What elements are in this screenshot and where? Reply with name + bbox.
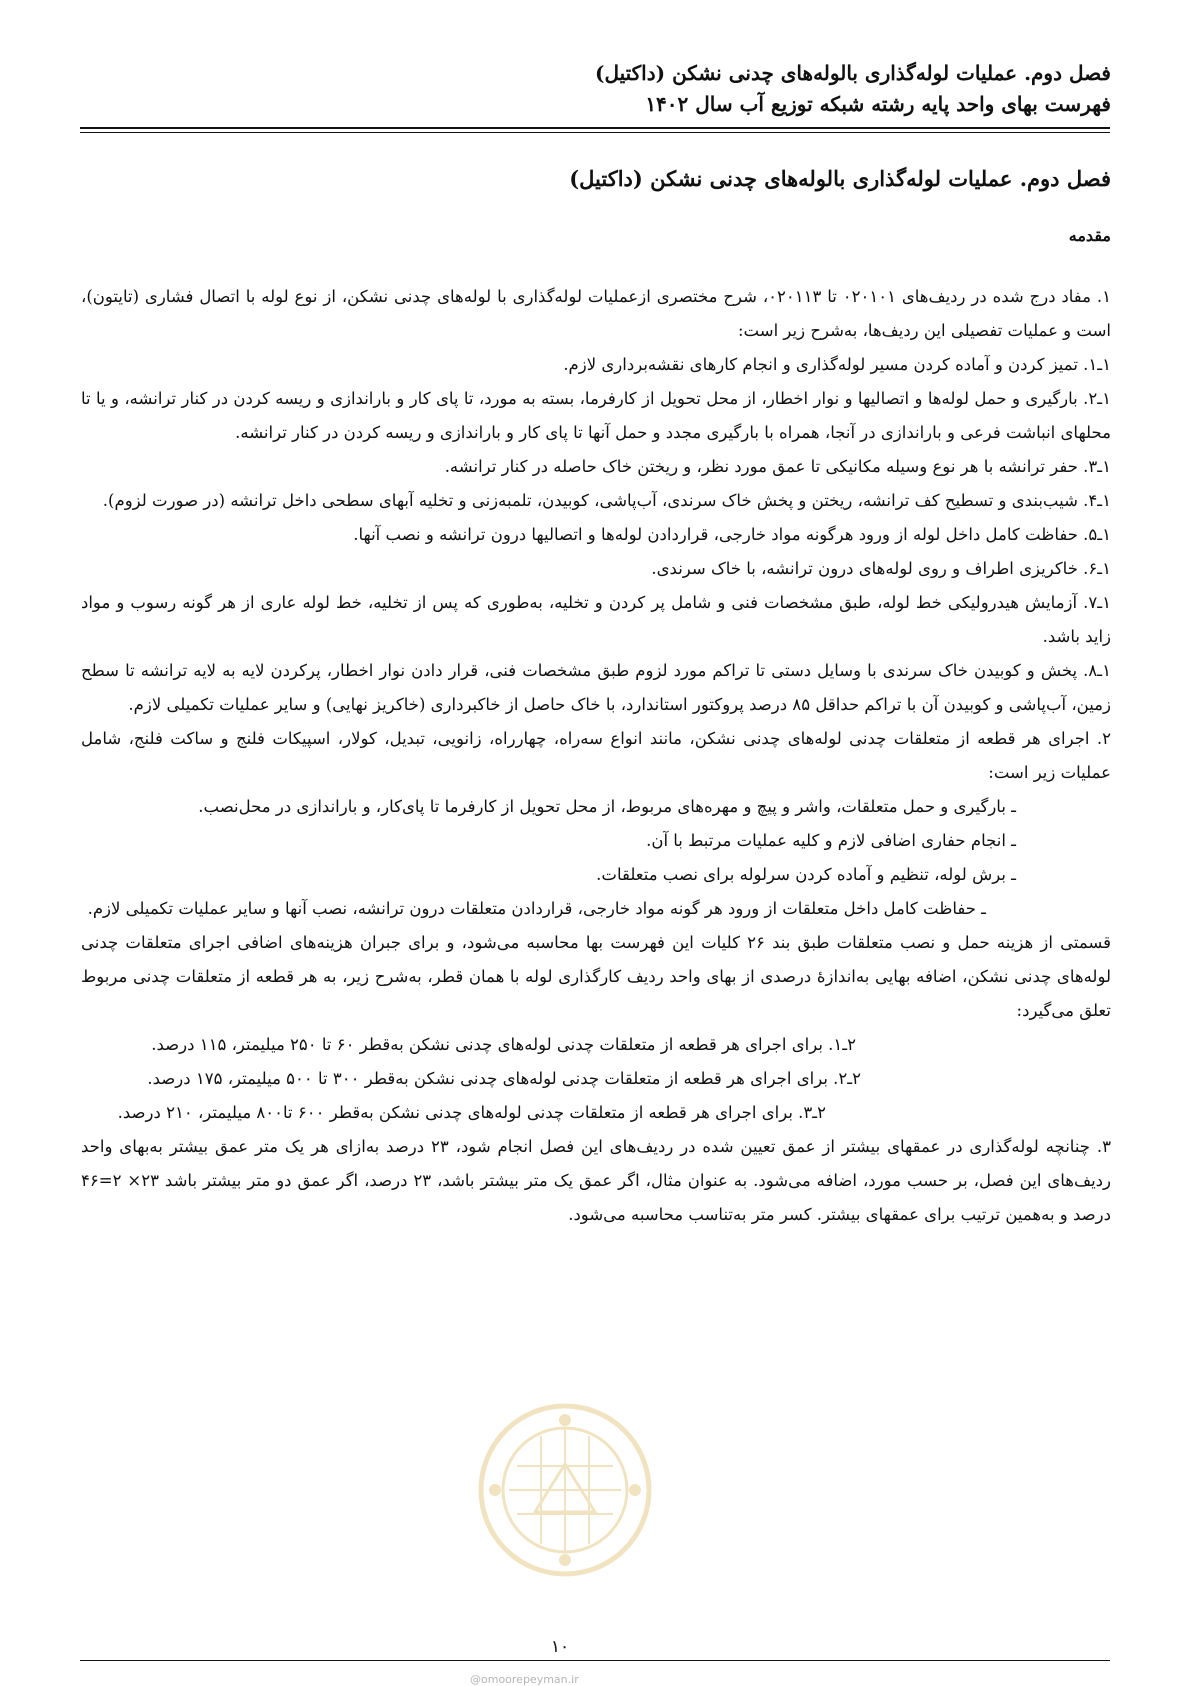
list-item: ـ حفاظت کامل داخل متعلقات از ورود هر گونه مواد خارجی، قراردادن متعلقات درون ترانشه، نصب آنها و سایر عملیات تکمیلی لازم. xyxy=(87,899,986,918)
paragraph: ۱ـ۸. پخش و کوبیدن خاک سرندی با وسایل دستی تا تراکم مورد لزوم طبق مشخصات فنی، قرار دادن نوار اخطار، پرکردن لایه به لایه ترانشه تا سطح زمین، آب‌پاشی و کوبیدن آن با تراکم حداقل ۸۵ درصد پروکتور استاندارد، با خاک حاصل از خاکبرداری (خاکریز نهایی) و سایر عملیات تکمیلی لازم. xyxy=(81,661,1111,714)
list-item: ۲ـ۲. برای اجرای هر قطعه از متعلقات چدنی لوله‌های چدنی نشکن به‌قطر ۳۰۰ تا ۵۰۰ میلیمتر، ۱۷۵ درصد. xyxy=(147,1069,861,1088)
paragraph: ۳. چنانچه لوله‌گذاری در عمقهای بیشتر از عمق تعیین شده در ردیف‌های این فصل انجام شود، ۲۳ درصد به‌ازای هر یک متر عمق بیشتر به‌بهای واحد ردیف‌های این فصل، بر حسب مورد، اضافه می‌شود. به عنوان مثال، اگر عمق یک متر بیشتر باشد، ۲۳ درصد، اگر عمق دو متر بیشتر باشد ۲۳× ۲=۴۶ درصد و به‌همین ترتیب برای عمقهای بیشتر. کسر متر به‌تناسب محاسبه می‌شود. xyxy=(81,1137,1112,1224)
header-pricelist-line: فهرست بهای واحد پایه رشته شبکه توزیع آب سال ۱۴۰۲ xyxy=(645,92,1111,116)
paragraph: ۱ـ۱. تمیز کردن و آماده کردن مسیر لوله‌گذاری و انجام کارهای نقشه‌برداری لازم. xyxy=(563,355,1111,374)
paragraph: ۱ـ۵. حفاظت کامل داخل لوله از ورود هرگونه مواد خارجی، قراردادن لوله‌ها و اتصالیها درون ترانشه و نصب آنها. xyxy=(353,525,1111,544)
intro-heading: مقدمه xyxy=(1068,226,1111,245)
seal-watermark-icon xyxy=(475,1400,655,1580)
paragraph: ۱. مفاد درج شده در ردیف‌های ۰۲۰۱۰۱ تا ۰۲۰۱۱۳، شرح مختصری ازعملیات لوله‌گذاری با لوله‌های چدنی نشکن، از نوع لوله با اتصال فشاری (تایتون)، است و عملیات تفصیلی این ردیف‌ها، به‌شرح زیر است: xyxy=(81,287,1112,340)
paragraph: قسمتی از هزینه حمل و نصب متعلقات طبق بند ۲۶ کلیات این فهرست بها محاسبه می‌شود، و برای جبران هزینه‌های اضافی اجرای متعلقات چدنی لوله‌های چدنی نشکن، اضافه بهایی به‌اندازهٔ درصدی از بهای واحد ردیف کارگذاری لوله با همان قطر، به‌شرح زیر، به هر قطعه از متعلقات چدنی مربوط تعلق می‌گیرد: xyxy=(81,933,1111,1020)
paragraph: ۱ـ۳. حفر ترانشه با هر نوع وسیله مکانیکی تا عمق مورد نظر، و ریختن خاک حاصله در کنار ترانشه. xyxy=(444,457,1111,476)
list-item: ـ برش لوله، تنظیم و آماده کردن سرلوله برای نصب متعلقات. xyxy=(596,865,1016,884)
header-rule-thin xyxy=(80,132,1110,133)
list-item: ـ انجام حفاری اضافی لازم و کلیه عملیات مرتبط با آن. xyxy=(646,831,1016,850)
paragraph: ۱ـ۷. آزمایش هیدرولیکی خط لوله، طبق مشخصات فنی و شامل پر کردن و تخلیه، به‌طوری که پس از تخلیه، خط لوله عاری از هر گونه رسوب و مواد زاید باشد. xyxy=(81,593,1111,646)
list-item: ۲ـ۱. برای اجرای هر قطعه از متعلقات چدنی لوله‌های چدنی نشکن به‌قطر ۶۰ تا ۲۵۰ میلیمتر، ۱۱۵ درصد. xyxy=(151,1035,856,1054)
footer-rule xyxy=(80,1660,1110,1661)
body-text xyxy=(81,280,1111,1232)
running-header xyxy=(81,58,1111,120)
header-chapter-line: فصل دوم. عملیات لوله‌گذاری بالوله‌های چدنی نشکن (داکتیل) xyxy=(594,61,1111,85)
paragraph: ۱ـ۲. بارگیری و حمل لوله‌ها و اتصالیها و نوار اخطار، از محل تحویل از کارفرما، بسته به مورد، تا پای کار و باراندازی و ریسه کردن در کنار ترانشه، و یا تا محلهای انباشت فرعی و باراندازی در آنجا، همراه با بارگیری مجدد و حمل آنها تا پای کار و باراندازی و ریسه کردن در کنار ترانشه. xyxy=(81,389,1111,442)
page-number: ۱۰ xyxy=(550,1637,570,1657)
paragraph: ۱ـ۴. شیب‌بندی و تسطیح کف ترانشه، ریختن و پخش خاک سرندی، آب‌پاشی، کوبیدن، تلمبه‌زنی و تخلیه آبهای سطحی داخل ترانشه (در صورت لزوم). xyxy=(102,491,1111,510)
header-rule-thick xyxy=(80,127,1110,129)
chapter-title: فصل دوم. عملیات لوله‌گذاری بالوله‌های چدنی نشکن (داکتیل) xyxy=(569,166,1111,191)
paragraph: ۱ـ۶. خاکریزی اطراف و روی لوله‌های درون ترانشه، با خاک سرندی. xyxy=(651,559,1111,578)
list-item: ـ بارگیری و حمل متعلقات، واشر و پیچ و مهره‌های مربوط، از محل تحویل از کارفرما تا پای‌کار، و باراندازی در محل‌نصب. xyxy=(198,797,1016,816)
website-watermark: @omoorepeyman.ir xyxy=(470,1673,579,1686)
paragraph: ۲. اجرای هر قطعه از متعلقات چدنی لوله‌های چدنی نشکن، مانند انواع سه‌راه، چهارراه، زانویی، تبدیل، کولار، اسپیکات فلنج و ساکت فلنج، شامل عملیات زیر است: xyxy=(81,729,1111,782)
list-item: ۲ـ۳. برای اجرای هر قطعه از متعلقات چدنی لوله‌های چدنی نشکن به‌قطر ۶۰۰ تا۸۰۰ میلیمتر، ۲۱۰ درصد. xyxy=(117,1103,826,1122)
